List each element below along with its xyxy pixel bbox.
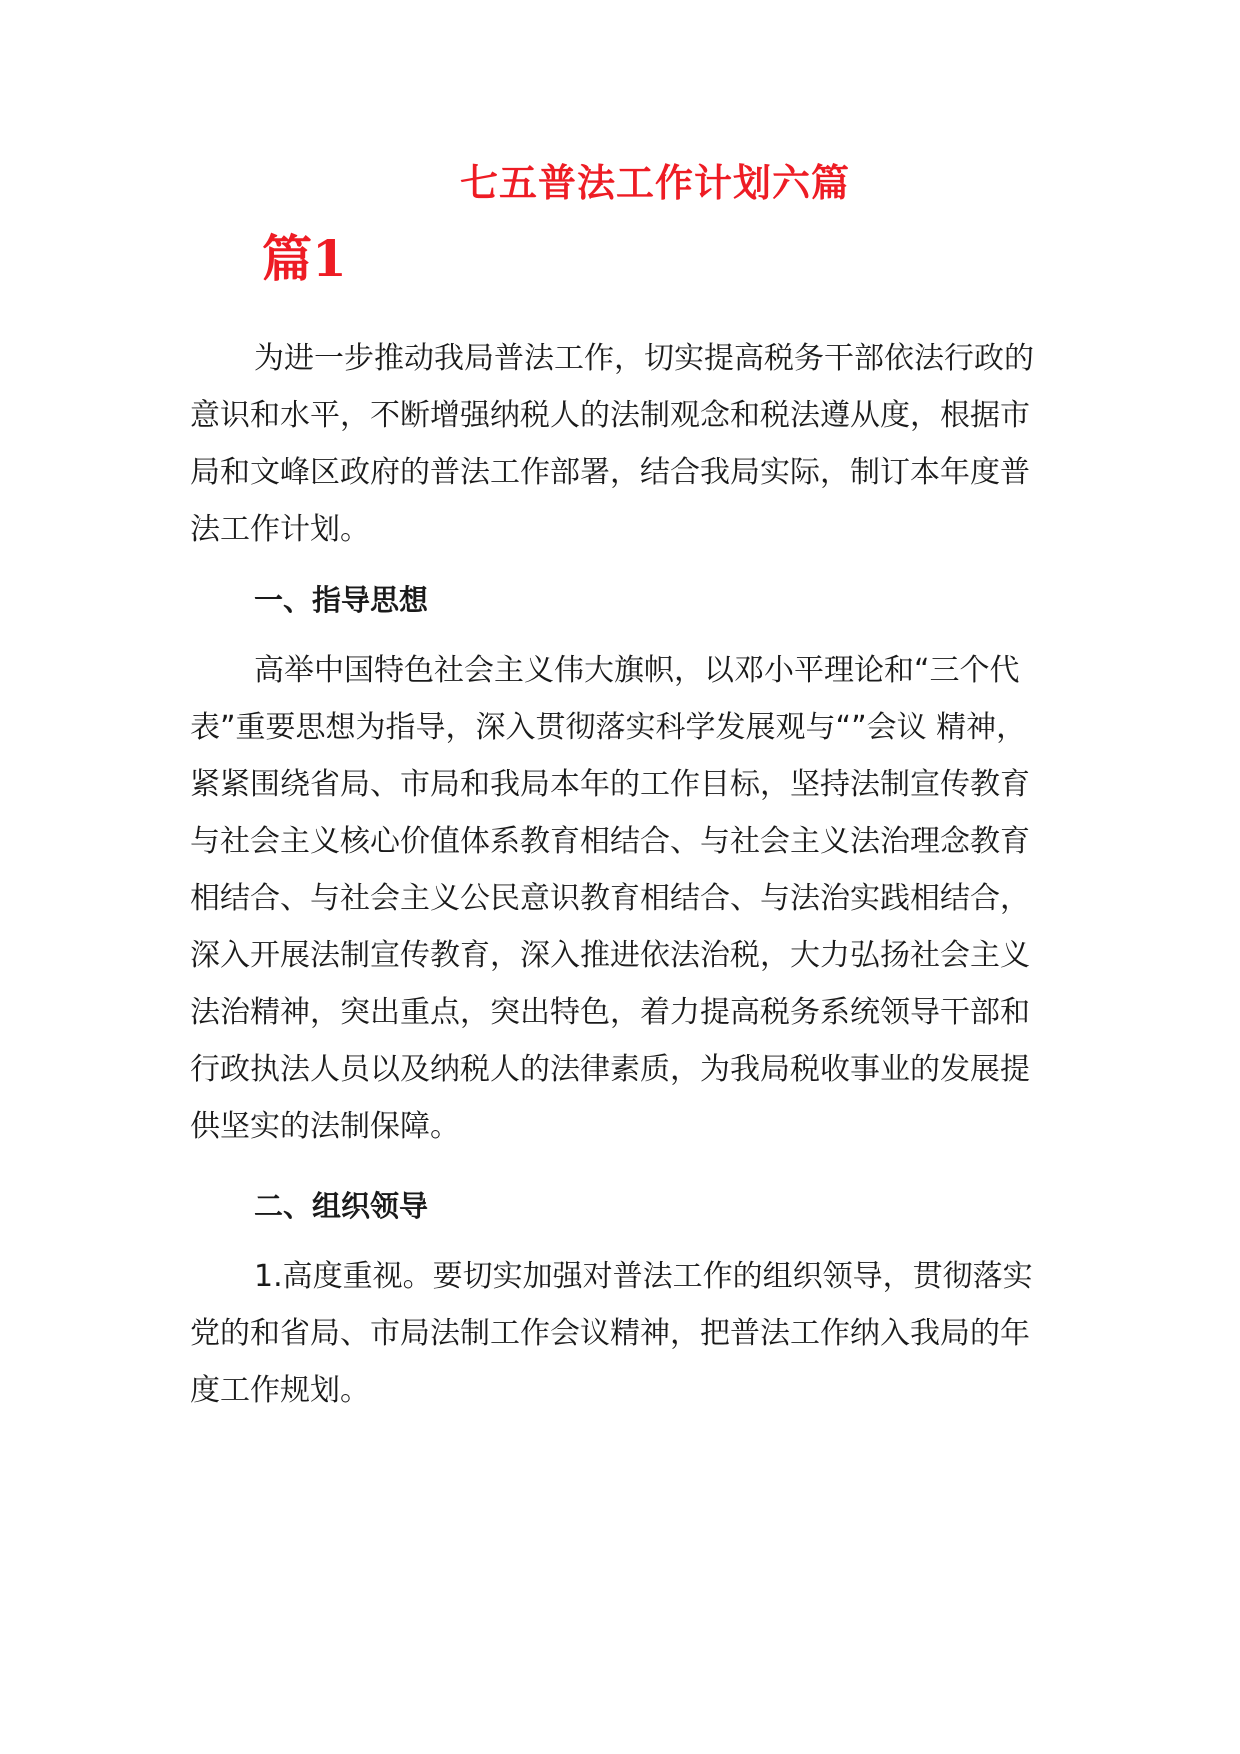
- heading-organization-leadership: 二、组织领导: [254, 1189, 429, 1223]
- paragraph-guiding-ideology: 高举中国特色社会主义伟大旗帜，以邓小平理论和“三个代表”重要思想为指导，深入贯彻落实科学发展观与“”会议 精神，紧紧围绕省局、市局和我局本年的工作目标，坚持法制宣传教育与社会主义核心价值体系教育相结合、与社会主义法治理念教育相结合、与社会主义公民意识教育相结合、与法治实践相结合，深入开展法制宣传教育，深入推进依法治税，大力弘扬社会主义法治精神，突出重点，突出特色，着力提高税务系统领导干部和行政执法人员以及纳税人的法律素质，为我局税收事业的发展提供坚实的法制保障。: [190, 653, 1030, 1144]
- section-heading: 篇1: [262, 229, 347, 288]
- document-title: 七五普法工作计划六篇: [459, 160, 850, 205]
- heading-guiding-ideology: 一、指导思想: [254, 583, 429, 617]
- paragraph-organization-leadership: 1.高度重视。要切实加强对普法工作的组织领导，贯彻落实党的和省局、市局法制工作会议精神，把普法工作纳入我局的年度工作规划。: [190, 1259, 1033, 1408]
- intro-paragraph: 为进一步推动我局普法工作，切实提高税务干部依法行政的意识和水平，不断增强纳税人的法制观念和税法遵从度，根据市局和文峰区政府的普法工作部署，结合我局实际，制订本年度普法工作计划。: [190, 341, 1034, 547]
